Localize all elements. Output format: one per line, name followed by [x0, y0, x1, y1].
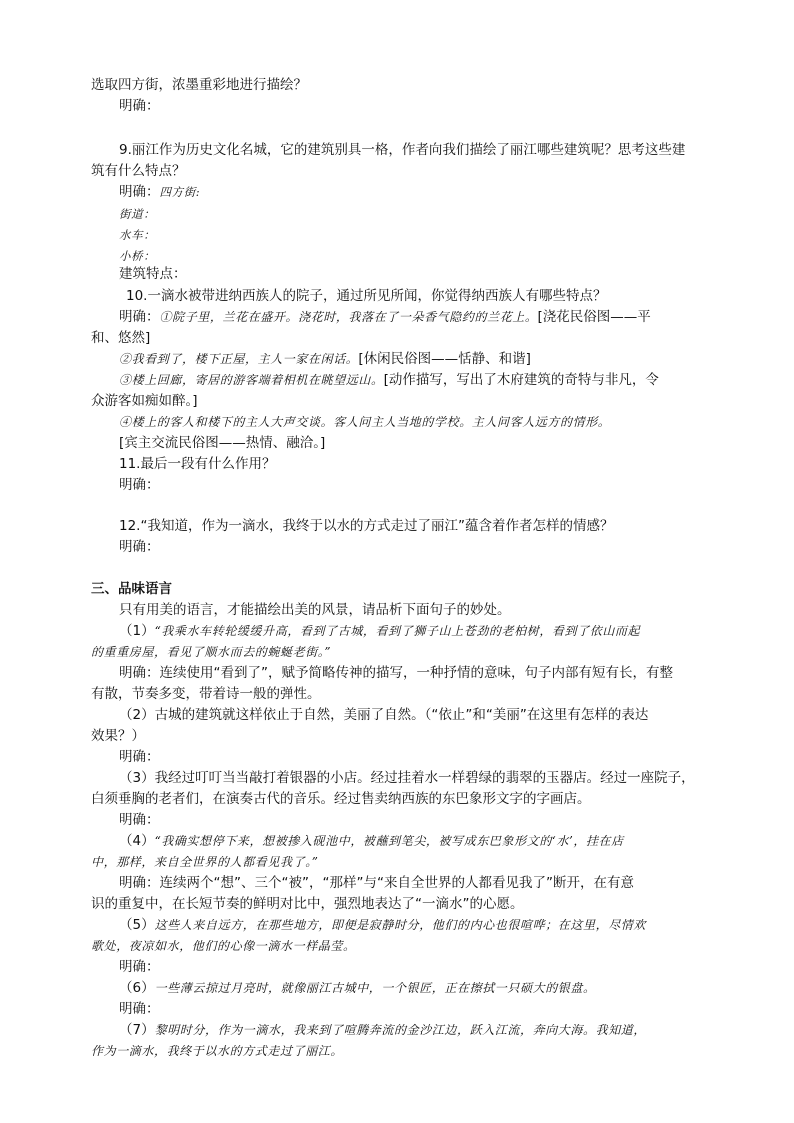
answer-label: 明确：: [119, 749, 160, 765]
text-line: 明确：连续使用“看到了”，赋予简略传神的描写，一种抒情的意味，句子内部有短有长，有整: [119, 665, 673, 681]
answer-label: 明确：: [119, 812, 160, 828]
text-line: 识的重复中，在长短节奏的鲜明对比中，强烈地表达了“一滴水”的心愿。: [91, 896, 524, 912]
text-line: 明确：连续两个“想”、三个“被”，“那样”与“来自全世界的人都看见我了”断开，在有意: [119, 875, 634, 891]
text-line: 效果？）: [91, 728, 145, 744]
section-heading: 三、品味语言: [91, 581, 172, 597]
sentence-6: （6）一些薄云掠过月亮时，就像丽江古城中，一个银匠，正在擦拭一只硕大的银盘。: [119, 980, 596, 996]
question-9: 9.丽江作为历史文化名城，它的建筑别具一格，作者向我们描绘了丽江哪些建筑呢？思考这些建: [119, 142, 686, 158]
answer-label: 明确：: [119, 477, 160, 493]
answer-label: 明确：: [119, 959, 160, 975]
text-line: 明确：①院子里，兰花在盛开。浇花时，我落在了一朵香气隐约的兰花上。[浇花民俗图——平: [119, 309, 651, 325]
answer-item-bridge: 小桥：: [119, 249, 156, 263]
text-line: [宾主交流民俗图——热情、融洽。]: [119, 435, 326, 451]
answer-label: 明确：: [119, 98, 160, 114]
answer-item-waterwheel: 水车：: [119, 228, 156, 242]
text-line: 筑有什么特点？: [91, 163, 186, 179]
sentence-1: （1）“我乘水车转轮缓缓升高，看到了古城，看到了狮子山上苍劲的老柏树，看到了依山而起: [119, 623, 641, 639]
text-line: ④楼上的客人和楼下的主人大声交谈。客人问主人当地的学校。主人问客人远方的情形。: [119, 415, 611, 429]
question-11: 11.最后一段有什么作用？: [119, 456, 276, 472]
answer-label: 明确：: [119, 539, 160, 555]
text-line: 选取四方街，浓墨重彩地进行描绘？: [91, 77, 307, 93]
text-line: 白须垂胸的老者们，在演奏古代的音乐。经过售卖纳西族的东巴象形文字的字画店。: [91, 791, 591, 807]
question-12: 12.“我知道，作为一滴水，我终于以水的方式走过了丽江”蕴含着作者怎样的情感？: [119, 518, 614, 534]
text-line: 有散，节奏多变，带着诗一般的弹性。: [91, 686, 321, 702]
sentence-7: （7）黎明时分，作为一滴水，我来到了喧腾奔流的金沙江边，跃入江流，奔向大海。我知道，: [119, 1022, 646, 1038]
sentence-2: （2）古城的建筑就这样依止于自然，美丽了自然。（“依止”和“美丽”在这里有怎样的表达: [119, 707, 649, 723]
text-line: ②我看到了，楼下正屋，主人一家在闲话。[休闲民俗图——恬静、和谐]: [119, 351, 531, 367]
text-line: 的重重房屋，看见了顺水而去的蜿蜒老街。”: [91, 645, 332, 659]
text-line: 歌处，夜凉如水，他们的心像一滴水一样晶莹。: [91, 939, 356, 953]
sentence-5: （5）这些人来自远方，在那些地方，即便是寂静时分，他们的内心也很喧哗；在这里，尽情欢: [119, 917, 646, 933]
answer-item-features: 建筑特点：: [119, 266, 187, 282]
answer-item-street: 街道：: [119, 207, 156, 221]
text-line: ③楼上回廊，寄居的游客端着相机在眺望远山。[动作描写，写出了木府建筑的奇特与非凡，令: [119, 372, 659, 388]
answer-label: 明确：四方街:: [119, 184, 201, 200]
sentence-3: （3）我经过叮叮当当敲打着银器的小店。经过挂着水一样碧绿的翡翠的玉器店。经过一座院子，: [119, 770, 695, 786]
text-line: 作为一滴水，我终于以水的方式走过了丽江。: [91, 1044, 344, 1058]
text-line: 中，那样，来自全世界的人都看见我了。”: [91, 855, 319, 869]
text-line: 众游客如痴如醉。]: [91, 393, 198, 409]
sentence-4: （4）“我确实想停下来，想被掺入砚池中，被蘸到笔尖，被写成东巴象形文的‘水’，挂在店: [119, 833, 624, 849]
text-line: 只有用美的语言，才能描绘出美的风景，请品析下面句子的妙处。: [119, 602, 511, 618]
answer-label: 明确：: [119, 1001, 160, 1017]
question-10: 10.一滴水被带进纳西族人的院子，通过所见所闻，你觉得纳西族人有哪些特点？: [126, 288, 607, 304]
text-line: 和、悠然]: [91, 330, 151, 346]
